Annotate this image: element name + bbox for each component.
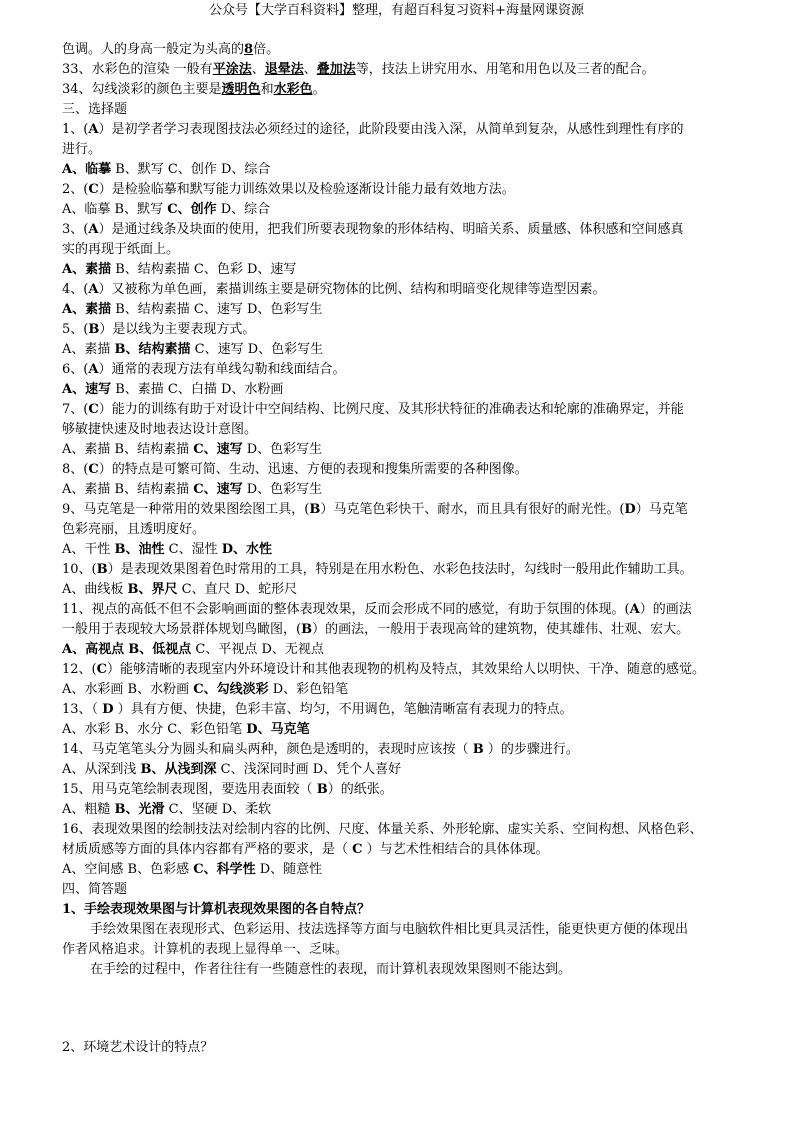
text-line <box>62 660 742 680</box>
text-segment: 三、选择题 <box>62 102 128 117</box>
text-segment: C、浅深同时画 D、凭个人喜好 <box>216 762 402 777</box>
answer-bold: A、速写 <box>62 382 112 397</box>
text-segment: 1、( <box>62 122 89 137</box>
answer-bold: D <box>102 702 114 717</box>
text-segment: 2、环境艺术设计的特点？ <box>62 1040 214 1055</box>
text-segment: C、坚硬 D、柔软 <box>164 802 272 817</box>
text-line <box>62 860 742 880</box>
text-segment: ）又被称为单色画，素描训练主要是研究物体的比例、结构和明暗变化规律等造型因素。 <box>98 282 606 297</box>
text-segment: A、粗糙 <box>62 802 115 817</box>
answer-bold: B、油性 <box>114 542 165 557</box>
text-line <box>62 100 742 120</box>
text-segment: ）的纸张。 <box>327 782 393 797</box>
text-segment: ）的特点是可繁可简、生动、迅速、方便的表现和搜集所需要的各种图像。 <box>98 462 528 477</box>
text-line <box>62 260 742 280</box>
text-line <box>62 960 742 980</box>
text-line <box>62 720 742 740</box>
text-line <box>62 40 742 60</box>
text-line <box>62 380 742 400</box>
text-line <box>62 680 742 700</box>
text-line <box>62 700 742 720</box>
text-line <box>62 180 742 200</box>
text-segment: B、素描 C、白描 D、水粉画 <box>111 382 284 397</box>
answer-bold: A <box>629 602 640 617</box>
text-segment: 一般用于表现较大场景群体规划鸟瞰图，( <box>62 622 302 637</box>
answer-bold: A <box>88 122 99 137</box>
text-segment: ）通常的表现方法有单线勾勒和线面结合。 <box>98 362 346 377</box>
text-line <box>62 160 742 180</box>
text-segment: 够敏捷快速及时地表达设计意图。 <box>62 422 258 437</box>
text-line <box>62 480 742 500</box>
text-segment: ）具有方便、快捷，色彩丰富、均匀，不用调色，笔触清晰富有表现力的特点。 <box>113 702 573 717</box>
text-segment: ）的步骤进行。 <box>483 742 579 757</box>
text-segment: 材质质感等方面的具体内容都有严格的要求，是（ <box>62 842 353 857</box>
text-line <box>62 820 742 840</box>
answer-bold: B <box>301 622 313 637</box>
text-segment: ）与艺术性相结合的具体体现。 <box>362 842 549 857</box>
text-segment: ）马克笔色彩快干、耐水，而且具有很好的耐光性。( <box>320 502 625 517</box>
text-segment: ）能力的训练有助于对设计中空间结构、比例尺度、及其形状特征的准确表达和轮廓的准确界定，并能 <box>98 402 684 417</box>
text-segment: 在手绘的过程中，作者往往有一些随意性的表现，而计算机表现效果图则不能达到。 <box>90 962 572 977</box>
text-line <box>62 1038 742 1058</box>
text-segment: ）是检验临摹和默写能力训练效果以及检验逐渐设计能力最有效地方法。 <box>98 182 515 197</box>
text-line <box>62 900 742 920</box>
text-segment: ）能够清晰的表现室内外环境设计和其他表现物的机构及特点，其效果给人以明快、干净、随意的感觉。 <box>106 662 705 677</box>
answer-bold: B、光滑 <box>114 802 165 817</box>
text-segment: D、综合 <box>216 202 271 217</box>
answer-bold: B、界尺 <box>127 582 178 597</box>
answer-bold: B <box>309 502 321 517</box>
answer-underlined: 平涂法 <box>212 62 252 77</box>
text-segment: 等，技法上讲究用水、用笔和用色以及三者的配合。 <box>355 62 655 77</box>
text-segment: C、直尺 D、蛇形尺 <box>177 582 298 597</box>
text-line <box>62 920 742 940</box>
text-segment: 、 <box>303 62 317 77</box>
text-segment: A、曲线板 <box>62 582 128 597</box>
text-segment: A、素描 <box>62 342 115 357</box>
text-segment: 9、马克笔是一种常用的效果图绘图工具，( <box>62 502 310 517</box>
answer-bold: B <box>96 562 108 577</box>
text-line <box>62 880 742 900</box>
text-line <box>62 840 742 860</box>
answer-bold: D、马克笔 <box>246 722 310 737</box>
answer-bold: C <box>88 402 99 417</box>
text-segment: ）的画法，一般用于表现高耸的建筑物，使其雄伟、壮观、宏大。 <box>312 622 690 637</box>
text-segment: 手绘效果图在表现形式、色彩运用、技法选择等方面与电脑软件相比更具灵活性，能更快更方便的体现出 <box>90 922 689 937</box>
text-segment: C、速写 D、色彩写生 <box>190 342 324 357</box>
text-line <box>62 580 742 600</box>
text-segment: D、随意性 <box>255 862 323 877</box>
text-line <box>62 200 742 220</box>
answer-bold: B、从浅到深 <box>140 762 217 777</box>
text-segment: D、色彩写生 <box>242 442 323 457</box>
text-line <box>62 220 742 240</box>
answer-bold: D、水性 <box>221 542 273 557</box>
text-segment: ）是初学者学习表现图技法必须经过的途径，此阶段要由浅入深，从简单到复杂，从感性到理性有序的 <box>98 122 684 137</box>
text-segment: A、素描 B、结构素描 <box>62 482 194 497</box>
answer-bold: B <box>472 742 484 757</box>
text-line <box>62 440 742 460</box>
text-line <box>62 240 742 260</box>
text-line <box>62 400 742 420</box>
text-line <box>62 300 742 320</box>
text-segment: A、素描 B、结构素描 <box>62 442 194 457</box>
text-line <box>62 540 742 560</box>
answer-bold: C、勾线淡彩 <box>193 682 269 697</box>
text-line <box>62 340 742 360</box>
text-segment: 倍。 <box>253 42 280 57</box>
answer-bold: B、低视点 <box>128 642 192 657</box>
answer-bold: A <box>88 362 99 377</box>
text-segment: 4、( <box>62 282 89 297</box>
text-segment: 作者风格追求。计算机的表现上显得单一、乏味。 <box>62 942 349 957</box>
text-line <box>62 120 742 140</box>
answer-bold: 1、手绘表现效果图与计算机表现效果图的各自特点？ <box>62 902 371 917</box>
text-segment: 11、视点的高低不但不会影响画面的整体表现效果，反而会形成不同的感觉，有助于氛围的体现。( <box>62 602 630 617</box>
answer-bold: A、素描 <box>62 262 112 277</box>
text-segment: D、色彩写生 <box>242 482 323 497</box>
answer-underlined: 8 <box>244 42 254 57</box>
text-segment: A、空间感 B、色彩感 <box>62 862 194 877</box>
text-segment: 16、表现效果图的绘制技法对绘制内容的比例、尺度、体量关系、外形轮廓、虚实关系、空间构想、风格色彩、 <box>62 822 703 837</box>
text-line <box>62 740 742 760</box>
text-line <box>62 520 742 540</box>
text-segment: 15、用马克笔绘制表现图，要选用表面较（ <box>62 782 317 797</box>
answer-bold: C <box>96 662 107 677</box>
text-line <box>62 80 742 100</box>
answer-bold: C <box>88 182 99 197</box>
answer-underlined: 水彩色 <box>273 82 313 97</box>
text-segment: B、结构素描 C、色彩 D、速写 <box>111 262 297 277</box>
answer-bold: B、结构素描 <box>114 342 191 357</box>
answer-bold: B <box>88 322 100 337</box>
text-segment: 10、( <box>62 562 97 577</box>
text-segment: ）马克笔 <box>635 502 688 517</box>
answer-bold: C <box>352 842 363 857</box>
text-segment: ）的画法 <box>639 602 692 617</box>
text-segment: 13、（ <box>62 702 103 717</box>
text-segment: 7、( <box>62 402 89 417</box>
page-header: 公众号【大学百科资料】整理，有超百科复习资料+海量网课资源 <box>209 3 584 18</box>
text-segment: 和 <box>260 82 274 97</box>
text-segment: C、湿性 <box>164 542 222 557</box>
text-segment: 实的再现于纸面上。 <box>62 242 180 257</box>
text-segment: 8、( <box>62 462 89 477</box>
text-segment: 14、马克笔笔头分为圆头和扁头两种，颜色是透明的，表现时应该按（ <box>62 742 473 757</box>
text-segment: 。 <box>312 82 326 97</box>
answer-underlined: 退晕法 <box>264 62 304 77</box>
text-line <box>62 60 742 80</box>
text-line <box>62 560 742 580</box>
document-body <box>62 40 742 1058</box>
text-segment: 33、水彩色的渲染 一般有 <box>62 62 213 77</box>
answer-underlined: 叠加法 <box>316 62 356 77</box>
text-line <box>62 360 742 380</box>
text-segment: ）是表现效果图着色时常用的工具，特别是在用水粉色、水彩色技法时，勾线时一般用此作辅助工具。 <box>107 562 693 577</box>
answer-bold: A <box>88 282 99 297</box>
answer-bold: A、临摹 <box>62 162 112 177</box>
text-segment: A、干性 <box>62 542 115 557</box>
text-line <box>62 460 742 480</box>
text-line <box>62 780 742 800</box>
text-line <box>62 800 742 820</box>
answer-bold: A、高视点 <box>62 642 125 657</box>
answer-bold: C、科学性 <box>193 862 256 877</box>
text-segment: 进行。 <box>62 142 102 157</box>
text-segment: 、 <box>251 62 265 77</box>
text-segment: B、结构素描 C、速写 D、色彩写生 <box>111 302 323 317</box>
text-segment: 6、( <box>62 362 89 377</box>
answer-bold: A、素描 <box>62 302 112 317</box>
text-segment: D、彩色铅笔 <box>268 682 349 697</box>
text-segment: 34、勾线淡彩的颜色主要是 <box>62 82 222 97</box>
answer-bold: D <box>624 502 636 517</box>
answer-bold: B <box>316 782 328 797</box>
text-line <box>62 420 742 440</box>
text-segment: A、临摹 B、默写 <box>62 202 168 217</box>
text-line <box>62 760 742 780</box>
answer-bold: C <box>88 462 99 477</box>
text-segment: 2、( <box>62 182 89 197</box>
answer-bold: C、创作 <box>167 202 217 217</box>
text-segment: A、从深到浅 <box>62 762 141 777</box>
text-line <box>62 500 742 520</box>
text-line <box>62 600 742 620</box>
text-line <box>62 640 742 660</box>
text-segment: 四、简答题 <box>62 882 128 897</box>
text-line <box>62 140 742 160</box>
text-segment: 5、( <box>62 322 89 337</box>
text-line <box>62 620 742 640</box>
text-segment: A、水彩 B、水分 C、彩色铅笔 <box>62 722 247 737</box>
text-line <box>62 940 742 960</box>
answer-bold: C、速写 <box>193 442 243 457</box>
text-segment: 3、( <box>62 222 89 237</box>
answer-bold: A <box>88 222 99 237</box>
text-segment: A、水彩画 B、水粉画 <box>62 682 194 697</box>
text-segment: ）是以线为主要表现方式。 <box>99 322 256 337</box>
text-line <box>62 280 742 300</box>
text-segment: ）是通过线条及块面的使用，把我们所要表现物象的形体结构、明暗关系、质量感、体积感和空间感真 <box>98 222 684 237</box>
text-line <box>62 320 742 340</box>
answer-bold: C、速写 <box>193 482 243 497</box>
answer-underlined: 透明色 <box>221 82 261 97</box>
text-segment: 色调。人的身高一般定为头高的 <box>62 42 245 57</box>
blank-space <box>62 980 742 1038</box>
text-segment: 12、( <box>62 662 97 677</box>
text-segment: C、平视点 D、无视点 <box>191 642 324 657</box>
text-segment: B、默写 C、创作 D、综合 <box>111 162 271 177</box>
text-segment: 色彩亮丽，且透明度好。 <box>62 522 206 537</box>
